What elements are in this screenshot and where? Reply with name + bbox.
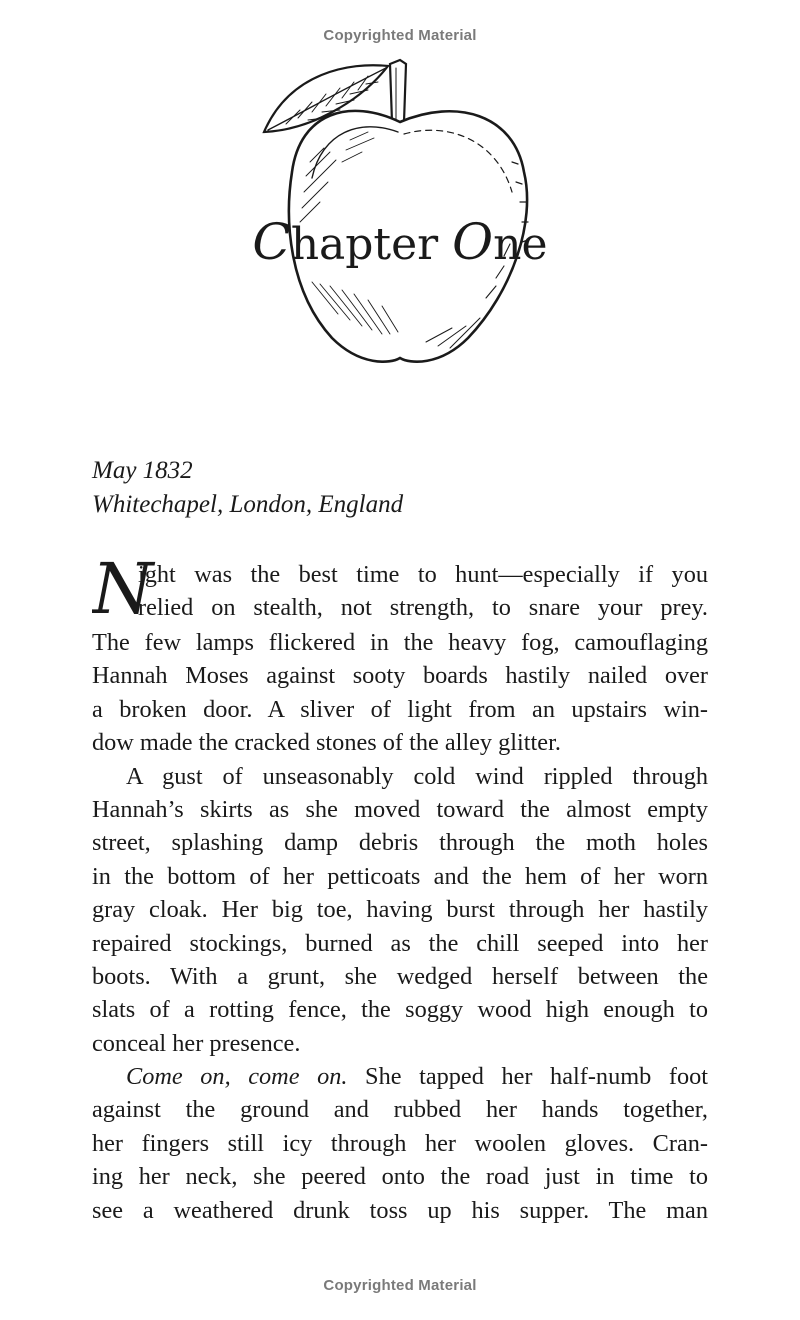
text-line: ight was the best time to hunt—especially if you (138, 561, 708, 588)
drop-cap: N (92, 558, 154, 626)
paragraph-3-first-line (92, 1060, 708, 1093)
text-line: A gust of unseasonably cold wind rippled through (126, 762, 708, 790)
chapter-title-rest-2: ne (493, 219, 548, 270)
text-line: her fingers still icy through her woolen gloves. Cran- (92, 1129, 708, 1157)
text-line: see a weathered drunk toss up his supper. The man (92, 1196, 708, 1224)
text-line: relied on stealth, not strength, to snare your prey. (138, 594, 708, 622)
text-line: dow made the cracked stones of the alley glitter. (92, 729, 561, 757)
text-line: Hannah Moses against sooty boards hastily nailed over (92, 662, 708, 690)
copyright-watermark-bottom: Copyrighted Material (323, 1277, 477, 1294)
copyright-watermark-top: Copyrighted Material (323, 27, 477, 44)
text-line: street, splashing damp debris through the moth holes (92, 829, 708, 857)
text-line: ing her neck, she peered onto the road just in time to (92, 1163, 708, 1191)
text-line: a broken door. A sliver of light from an upstairs win- (92, 695, 708, 723)
text-line: conceal her presence. (92, 1029, 301, 1057)
text-line: against the ground and rubbed her hands together, (92, 1096, 708, 1124)
text-line: The few lamps flickered in the heavy fog, camouflaging (92, 629, 708, 656)
chapter-title-rest: hapter (290, 219, 453, 270)
text-line: Hannah’s skirts as she moved toward the almost empty (92, 795, 708, 823)
dateline (92, 454, 712, 522)
chapter-title-cap-o: O (452, 213, 494, 271)
italic-thought: Come on, come on. (126, 1063, 348, 1091)
chapter-title (250, 212, 550, 275)
text-line: boots. With a grunt, she wedged herself between the (92, 962, 708, 990)
text-line: in the bottom of her petticoats and the hem of her worn (92, 862, 708, 890)
text-line: slats of a rotting fence, the soggy wood high enough to (92, 996, 708, 1024)
text-line-rest: She tapped her half-numb foot (347, 1063, 708, 1091)
text-line: repaired stockings, burned as the chill seeped into her (92, 929, 708, 957)
text-line: gray cloak. Her big toe, having burst through her hastily (92, 896, 708, 924)
chapter-title-cap-c: C (252, 213, 291, 271)
dateline-place: Whitechapel, London, England (92, 491, 404, 518)
dateline-date: May 1832 (92, 457, 193, 484)
chapter-body (92, 558, 708, 1227)
paragraph-1 (92, 558, 708, 626)
